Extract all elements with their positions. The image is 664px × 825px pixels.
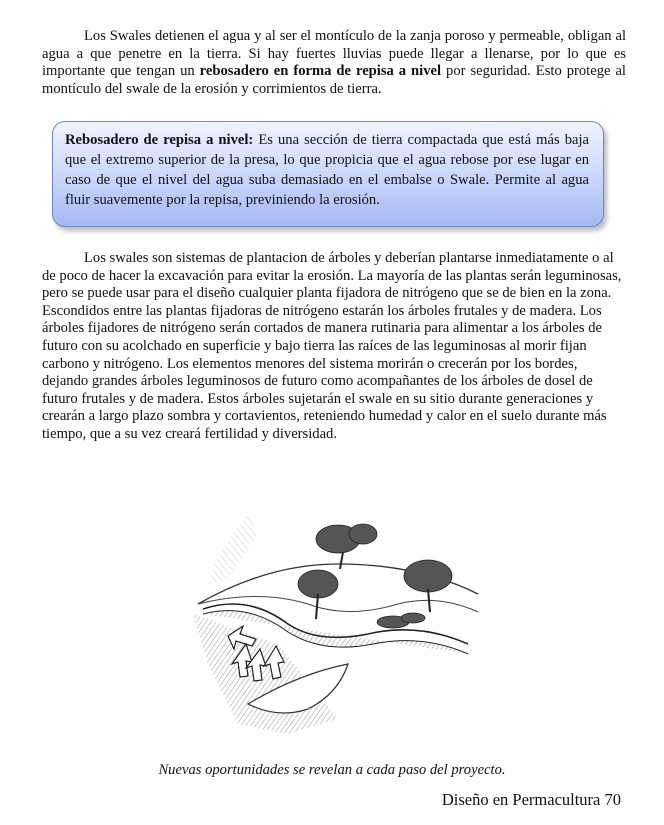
swales-paragraph bbox=[42, 250, 626, 444]
definition-callout bbox=[52, 121, 604, 227]
callout-term: Rebosadero de repisa a nivel: bbox=[65, 132, 254, 148]
swales-text: Los swales son sistemas de plantacion de árboles y deberían plantarse inmediatamente o al de poco de hacer la excavación para evitar la erosión. La mayoría de las plantas serán leguminosas, pero se puede usar para el diseño cualquier planta fijadora de nitrógeno que se de bien en la zona. Escondidos entre las plantas fijadoras de nitrógeno estarán los árboles frutales y de madera. Los árboles fijadores de nitrógeno serán cortados de manera rutinaria para alimentar a los árboles de futuro con su acolchado en superficie y bajo tierra las raíces de las leguminosas al morir fijan carbono y nitrógeno. Los elementos menores del sistema morirán o crecerán por los bordes, dejando grandes árboles leguminosos de futuro como acompañantes de los árboles de dosel de futuro frutales y de madera. Estos árboles sujetarán el swale en su sitio durante generaciones y crearán a largo plazo sombra y cortavientos, reteniendo humedad y calor en el suelo durante más tiempo, que a su vez creará fertilidad y diversidad. bbox=[42, 250, 622, 442]
intro-text-a: Los Swales detienen el agua y al ser el montículo de la zanja poroso y permeable, obligan al agua a que penetre en la tierra. Si hay fuertes lluvias puede llegar a llenarse, por lo que es importante que tengan un bbox=[42, 28, 626, 80]
intro-paragraph bbox=[42, 28, 626, 98]
swale-sketch-illustration bbox=[188, 494, 488, 744]
intro-bold-term: rebosadero en forma de repisa a nivel bbox=[199, 63, 442, 80]
page-footer: Diseño en Permacultura 70 bbox=[441, 790, 621, 809]
figure-caption: Nuevas oportunidades se revelan a cada paso del proyecto. bbox=[158, 762, 506, 778]
intro-text-b: por seguridad. Esto protege al montículo del swale de la erosión y corrimientos de tierra. bbox=[42, 63, 626, 97]
callout-definition: Es una sección de tierra compactada que está más baja que el extremo superior de la presa, lo que propicia que el agua rebose por ese lugar en caso de que el nivel del agua suba demasiado en el embalse o Swale. Permite al agua fluir suavemente por la repisa, previniendo la erosión. bbox=[65, 132, 589, 208]
